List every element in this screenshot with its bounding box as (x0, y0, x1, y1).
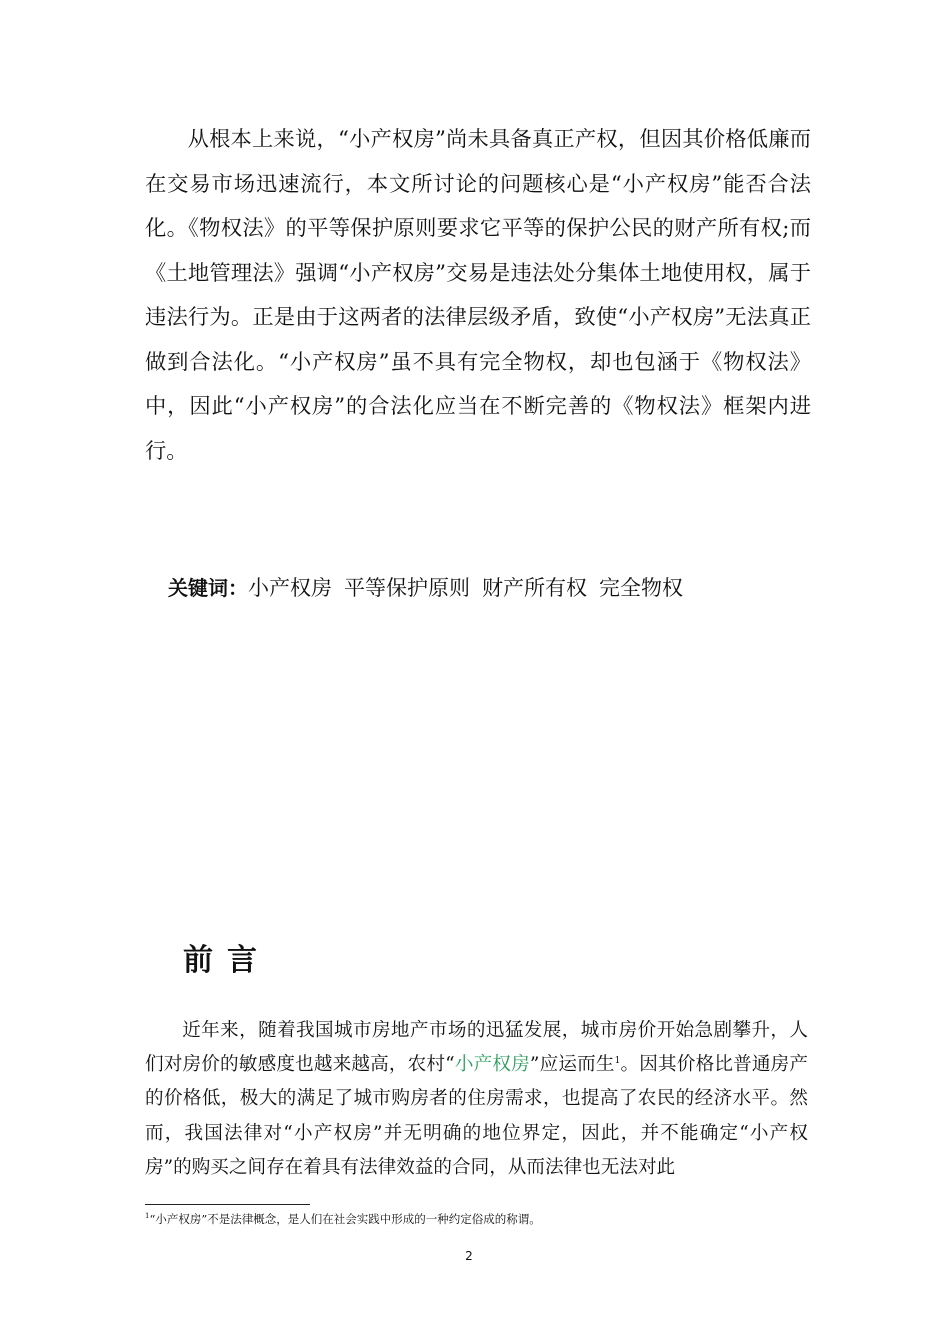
section-title: 前言 (183, 943, 271, 978)
page-number: 2 (465, 1249, 473, 1263)
footnote-divider (145, 1204, 310, 1205)
footnote-number: 1 (145, 1212, 150, 1221)
footnote (145, 1210, 825, 1228)
keywords-line (168, 568, 828, 608)
highlighted-term-link[interactable]: 小产权房 (454, 1054, 530, 1076)
intro-paragraph (145, 1014, 808, 1185)
keyword-item: 完全物权 (599, 576, 683, 600)
abstract-paragraph: 从根本上来说，“小产权房”尚未具备真正产权，但因其价格低廉而在交易市场迅速流行，本文所讨论的问题核心是“小产权房”能否合法化。《物权法》的平等保护原则要求它平等的保护公民的财产所有权;而《土地管理法》强调“小产权房”交易是违法处分集体土地使用权，属于违法行为。正是由于这两者的法律层级矛盾，致使“小产权房”无法真正做到合法化。“小产权房”虽不具有完全物权，却也包涵于《物权法》中，因此“小产权房”的合法化应当在不断完善的《物权法》框架内进行。 (145, 127, 811, 464)
footnote-text: “小产权房”不是法律概念，是人们在社会实践中形成的一种约定俗成的称谓。 (149, 1212, 541, 1226)
keyword-item: 小产权房 (248, 576, 332, 600)
footnote-reference[interactable]: 1 (614, 1056, 621, 1067)
keywords-label: 关键词： (168, 576, 248, 600)
keyword-item: 财产所有权 (482, 576, 587, 600)
intro-text-part1: 近年来，随着我国城市房地产市场的迅猛发展，城市房价开始急剧攀升，人们对房价的敏感度也越来越高，农村“ (145, 1020, 808, 1076)
intro-text-part3: 。因其价格比普通房产的价格低，极大的满足了城市购房者的住房需求，也提高了农民的经济水平。然而，我国法律对“小产权房”并无明确的地位界定，因此，并不能确定“小产权房”的购买之间存在着具有法律效益的合同，从而法律也无法对此 (145, 1054, 808, 1178)
intro-text-part2: ”应运而生 (529, 1054, 615, 1076)
keyword-item: 平等保护原则 (344, 576, 470, 600)
